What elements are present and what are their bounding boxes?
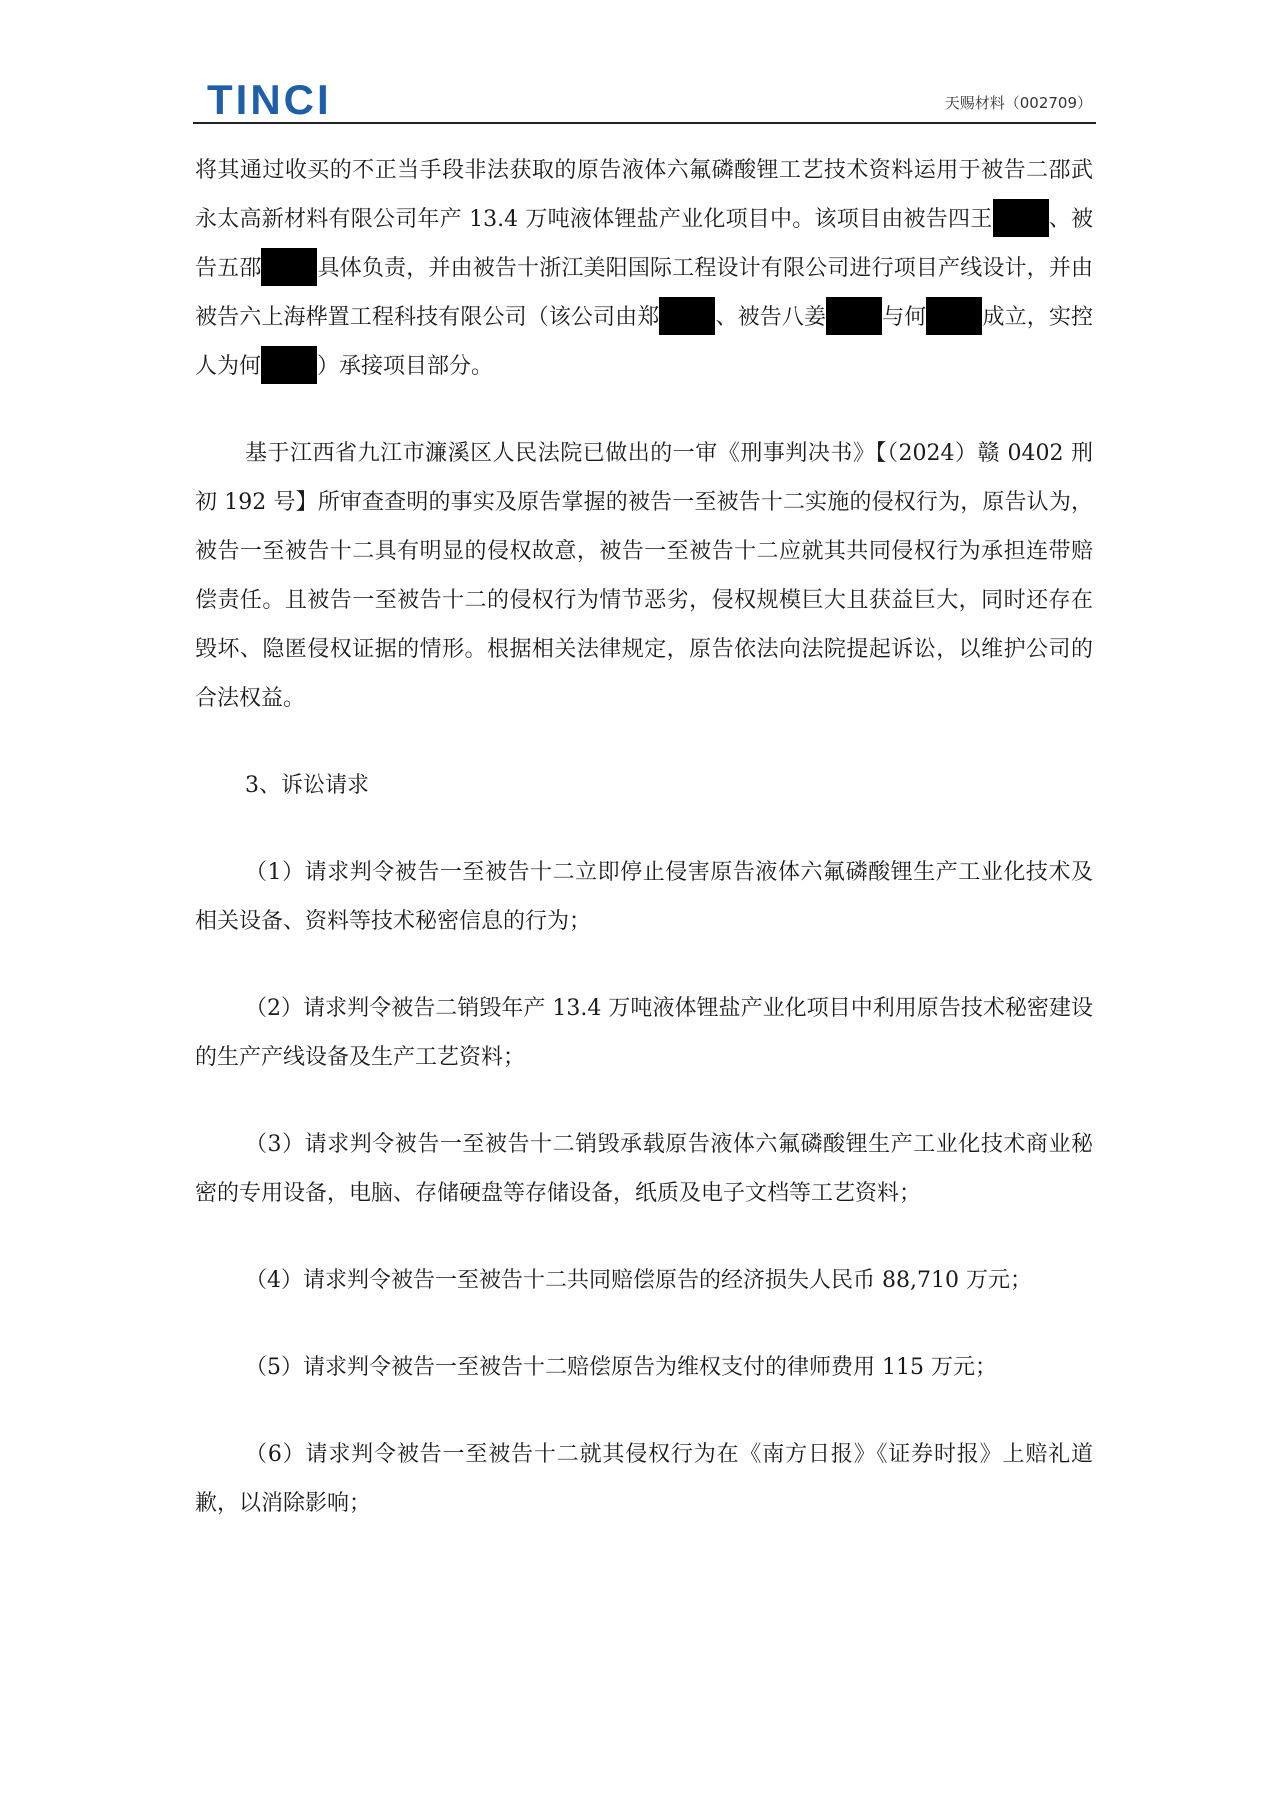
redaction-block — [659, 297, 715, 335]
redaction-block — [261, 346, 317, 384]
document-body — [195, 146, 1093, 1528]
redaction-block — [261, 248, 317, 286]
page-header — [193, 78, 1096, 124]
paragraph-legal-basis: 基于江西省九江市濂溪区人民法院已做出的一审《刑事判决书》【（2024）赣 0402 刑初 192 号】所审查查明的事实及原告掌握的被告一至被告十二实施的侵权行为，原告认为，被告一至被告十二具有明显的侵权故意，被告一至被告十二应就其共同侵权行为承担连带赔偿责任。且被告一至被告十二的侵权行为情节恶劣，侵权规模巨大且获益巨大，同时还存在毁坏、隐匿侵权证据的情形。根据相关法律规定，原告依法向法院提起诉讼，以维护公司的合法权益。 — [195, 441, 1093, 711]
claim-item: （5）请求判令被告一至被告十二赔偿原告为维权支付的律师费用 115 万元； — [245, 1355, 997, 1380]
claim-item: （6）请求判令被告一至被告十二就其侵权行为在《南方日报》《证券时报》上赔礼道歉，以消除影响； — [195, 1442, 1093, 1516]
claim-item: （1）请求判令被告一至被告十二立即停止侵害原告液体六氟磷酸锂生产工业化技术及相关设备、资料等技术秘密信息的行为； — [195, 860, 1093, 934]
redaction-block — [826, 297, 882, 335]
redaction-block — [993, 199, 1049, 237]
claim-item: （4）请求判令被告一至被告十二共同赔偿原告的经济损失人民币 88,710 万元； — [245, 1268, 1032, 1293]
tinci-logo — [207, 76, 332, 123]
section-title: 3、诉讼请求 — [245, 773, 369, 798]
claim-item: （2）请求判令被告二销毁年产 13.4 万吨液体锂盐产业化项目中利用原告技术秘密建设的生产产线设备及生产工艺资料； — [195, 996, 1093, 1070]
paragraph-infringement-project: 将其通过收买的不正当手段非法获取的原告液体六氟磷酸锂工艺技术资料运用于被告二邵武永太高新材料有限公司年产 13.4 万吨液体锂盐产业化项目中。该项目由被告四王 、被告五邵 具体负责，并由被告十浙江美阳国际工程设计有限公司进行项目产线设计，并由被告六上海桦置工程科技有限公司（该公司由郑 、被告八姜 与何 成立，实控人为何 ）承接项目部分。 — [195, 146, 1093, 391]
claim-item: （3）请求判令被告一至被告十二销毁承载原告液体六氟磷酸锂生产工业化技术商业秘密的专用设备，电脑、存储硬盘等存储设备，纸质及电子文档等工艺资料； — [195, 1132, 1093, 1206]
redaction-block — [926, 297, 982, 335]
company-name: 天赐材料（002709） — [944, 94, 1092, 112]
logo-text: TINCI — [207, 76, 332, 123]
